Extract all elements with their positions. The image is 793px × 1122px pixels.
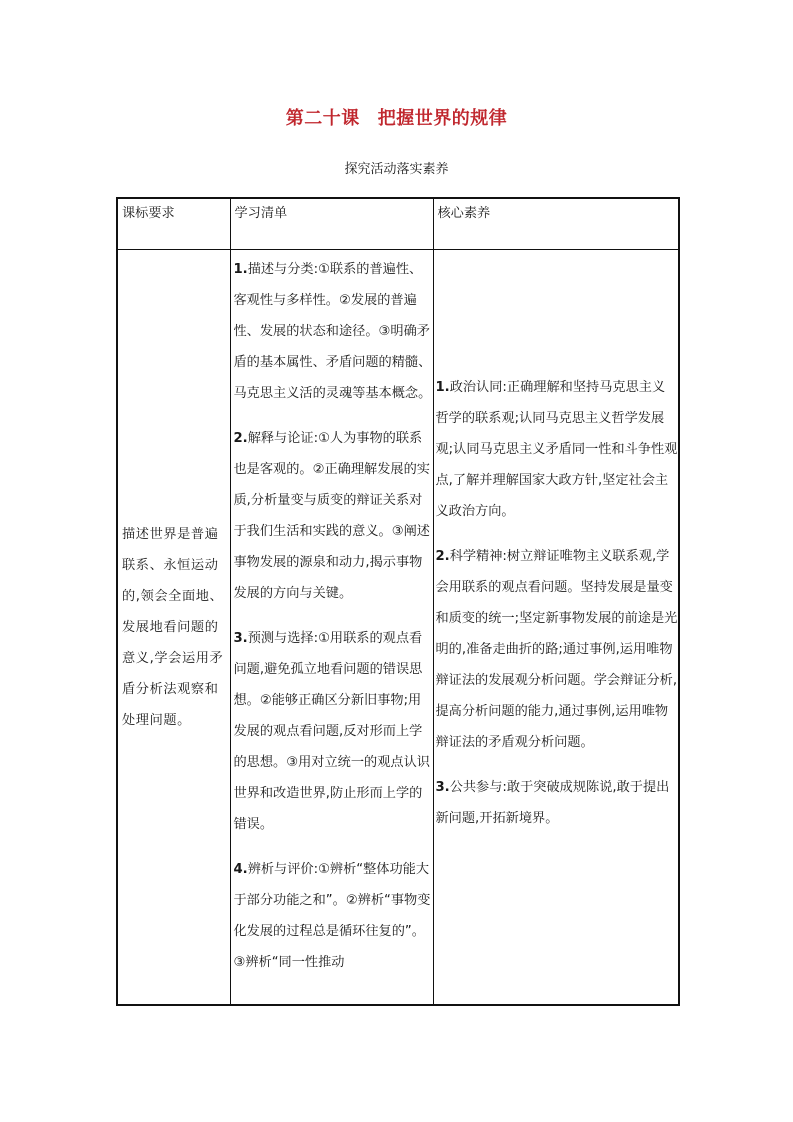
- literacy-item: 1.政治认同:正确理解和坚持马克思主义哲学的联系观;认同马克思主义哲学发展观;认同马克思主义矛盾同一性和斗争性观点,了解并理解国家大政方针,坚定社会主义政治方向。: [435, 380, 678, 519]
- study-item: 4.辨析与评价:①辨析“整体功能大于部分功能之和”。②辨析“事物变化发展的过程总是循环往复的”。③辨析“同一性推动: [233, 862, 431, 970]
- study-item: 2.解释与论证:①人为事物的联系也是客观的。②正确理解发展的实质,分析量变与质变的辩证关系对于我们生活和实践的意义。③阐述事物发展的源泉和动力,揭示事物发展的方向与关键。: [233, 431, 430, 601]
- requirement-cell: 描述世界是普遍联系、永恒运动的,领会全面地、发展地看问题的意义,学会运用矛盾分析法观察和处理问题。: [117, 250, 230, 1006]
- header-requirement: 课标要求: [117, 198, 230, 250]
- study-item: 1.描述与分类:①联系的普遍性、客观性与多样性。②发展的普遍性、发展的状态和途径。③明确矛盾的基本属性、矛盾问题的精髓、马克思主义活的灵魂等基本概念。: [233, 262, 432, 401]
- literacy-item: 3.公共参与:敢于突破成规陈说,敢于提出新问题,开拓新境界。: [435, 780, 670, 826]
- study-list-cell: [230, 250, 433, 1006]
- page-title: [0, 104, 793, 130]
- section-subtitle: 探究活动落实素养: [344, 162, 449, 177]
- table-row: [117, 250, 679, 1006]
- study-item: 3.预测与选择:①用联系的观点看问题,避免孤立地看问题的错误思想。②能够正确区分新旧事物;用发展的观点看问题,反对形而上学的思想。③用对立统一的观点认识世界和改造世界,防止形而上学的错误。: [233, 631, 430, 832]
- literacy-item: 2.科学精神:树立辩证唯物主义联系观,学会用联系的观点看问题。坚持发展是量变和质变的统一;坚定新事物发展的前途是光明的,准备走曲折的路;通过事例,运用唯物辩证法的发展观分析问题。学会辩证分析,提高分析问题的能力,通过事例,运用唯物辩证法的矛盾观分析问题。: [435, 549, 678, 750]
- core-literacy-cell: [433, 250, 679, 1006]
- lesson-number: 第二十课: [285, 108, 360, 129]
- table-header-row: [117, 198, 679, 250]
- curriculum-table: [116, 197, 680, 1006]
- header-core-literacy: 核心素养: [433, 198, 679, 250]
- header-study-list: 学习清单: [230, 198, 433, 250]
- lesson-title: 把握世界的规律: [377, 108, 508, 129]
